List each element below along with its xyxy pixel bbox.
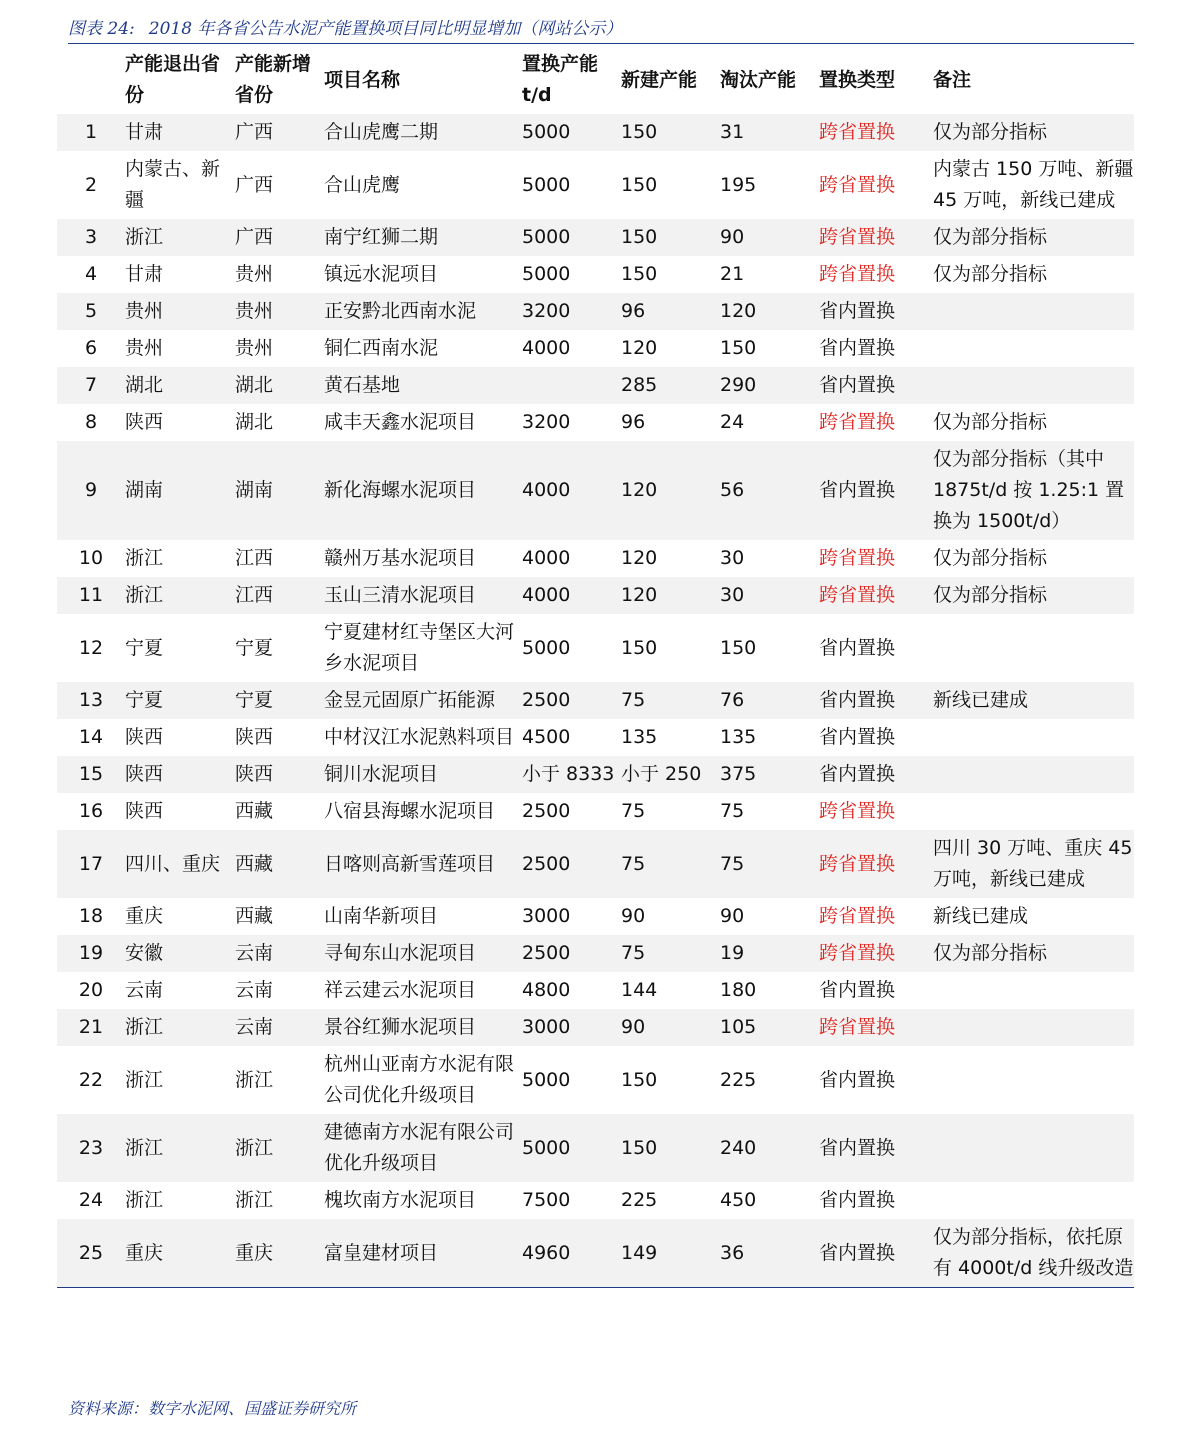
- row-number-cell: 23: [57, 1114, 125, 1182]
- table-body: [57, 114, 1134, 1288]
- swap-capacity-cell: 5000: [522, 614, 621, 682]
- table-row: [57, 367, 1134, 404]
- note-cell: [933, 293, 1134, 330]
- exit-province-cell: 贵州: [125, 330, 235, 367]
- new-province-cell: 广西: [235, 114, 324, 151]
- new-province-cell: 陕西: [235, 756, 324, 793]
- project-name-cell: 宁夏建材红寺堡区大河乡水泥项目: [324, 614, 522, 682]
- row-number-cell: 7: [57, 367, 125, 404]
- retired-capacity-cell: 180: [720, 972, 819, 1009]
- project-name-cell: 铜川水泥项目: [324, 756, 522, 793]
- retired-capacity-cell: 150: [720, 614, 819, 682]
- project-name-cell: 合山虎鹰: [324, 151, 522, 219]
- exit-province-cell: 陕西: [125, 793, 235, 830]
- new-province-cell: 宁夏: [235, 614, 324, 682]
- note-cell: [933, 367, 1134, 404]
- note-cell: 仅为部分指标: [933, 935, 1134, 972]
- swap-capacity-cell: 3200: [522, 293, 621, 330]
- project-name-cell: 景谷红狮水泥项目: [324, 1009, 522, 1046]
- note-cell: 仅为部分指标（其中 1875t/d 按 1.25:1 置换为 1500t/d）: [933, 441, 1134, 540]
- project-name-cell: 富皇建材项目: [324, 1219, 522, 1288]
- swap-capacity-cell: 4500: [522, 719, 621, 756]
- swap-capacity-cell: 4960: [522, 1219, 621, 1288]
- new-capacity-cell: 150: [621, 256, 720, 293]
- retired-capacity-cell: 240: [720, 1114, 819, 1182]
- new-province-cell: 江西: [235, 577, 324, 614]
- new-province-cell: 陕西: [235, 719, 324, 756]
- project-name-cell: 八宿县海螺水泥项目: [324, 793, 522, 830]
- table-row: [57, 719, 1134, 756]
- new-capacity-cell: 225: [621, 1182, 720, 1219]
- retired-capacity-cell: 150: [720, 330, 819, 367]
- header-new-province: 产能新增省份: [235, 53, 312, 106]
- table-row: [57, 151, 1134, 219]
- swap-type-cell: 省内置换: [819, 1046, 933, 1114]
- swap-capacity-cell: 4000: [522, 441, 621, 540]
- note-cell: [933, 793, 1134, 830]
- swap-capacity-cell: 2500: [522, 793, 621, 830]
- project-name-cell: 玉山三清水泥项目: [324, 577, 522, 614]
- new-capacity-cell: 90: [621, 1009, 720, 1046]
- retired-capacity-cell: 24: [720, 404, 819, 441]
- exit-province-cell: 甘肃: [125, 256, 235, 293]
- table-row: [57, 330, 1134, 367]
- figure-caption: [68, 14, 1134, 44]
- note-cell: 仅为部分指标，依托原有 4000t/d 线升级改造: [933, 1219, 1134, 1288]
- new-capacity-cell: 90: [621, 898, 720, 935]
- project-name-cell: 新化海螺水泥项目: [324, 441, 522, 540]
- swap-type-cell: 省内置换: [819, 1114, 933, 1182]
- header-exit-province: 产能退出省份: [125, 53, 221, 106]
- header-retired-capacity: 淘汰产能: [720, 68, 797, 91]
- new-province-cell: 西藏: [235, 830, 324, 898]
- retired-capacity-cell: 75: [720, 830, 819, 898]
- retired-capacity-cell: 76: [720, 682, 819, 719]
- project-name-cell: 铜仁西南水泥: [324, 330, 522, 367]
- row-number-cell: 25: [57, 1219, 125, 1288]
- swap-type-cell: 跨省置换: [819, 935, 933, 972]
- retired-capacity-cell: 290: [720, 367, 819, 404]
- header-swap-type: 置换类型: [819, 68, 896, 91]
- table-row: [57, 577, 1134, 614]
- swap-type-cell: 省内置换: [819, 367, 933, 404]
- swap-capacity-cell: 5000: [522, 114, 621, 151]
- table-row: [57, 114, 1134, 151]
- table-row: [57, 404, 1134, 441]
- row-number-cell: 10: [57, 540, 125, 577]
- exit-province-cell: 内蒙古、新疆: [125, 151, 235, 219]
- swap-type-cell: 跨省置换: [819, 793, 933, 830]
- new-capacity-cell: 150: [621, 151, 720, 219]
- caption-label: 图表 24:: [68, 19, 135, 39]
- table-row: [57, 256, 1134, 293]
- row-number-cell: 16: [57, 793, 125, 830]
- header-swap-capacity: 置换产能 t/d: [522, 53, 599, 106]
- retired-capacity-cell: 36: [720, 1219, 819, 1288]
- row-number-cell: 13: [57, 682, 125, 719]
- swap-capacity-cell: [522, 367, 621, 404]
- exit-province-cell: 浙江: [125, 1114, 235, 1182]
- new-province-cell: 云南: [235, 972, 324, 1009]
- new-capacity-cell: 75: [621, 830, 720, 898]
- swap-type-cell: 省内置换: [819, 756, 933, 793]
- swap-type-cell: 跨省置换: [819, 256, 933, 293]
- project-name-cell: 山南华新项目: [324, 898, 522, 935]
- row-number-cell: 19: [57, 935, 125, 972]
- project-name-cell: 南宁红狮二期: [324, 219, 522, 256]
- new-province-cell: 湖北: [235, 404, 324, 441]
- retired-capacity-cell: 30: [720, 540, 819, 577]
- new-capacity-cell: 96: [621, 404, 720, 441]
- swap-type-cell: 跨省置换: [819, 898, 933, 935]
- new-capacity-cell: 150: [621, 1114, 720, 1182]
- retired-capacity-cell: 30: [720, 577, 819, 614]
- project-name-cell: 正安黔北西南水泥: [324, 293, 522, 330]
- exit-province-cell: 贵州: [125, 293, 235, 330]
- swap-capacity-cell: 4000: [522, 540, 621, 577]
- exit-province-cell: 安徽: [125, 935, 235, 972]
- row-number-cell: 14: [57, 719, 125, 756]
- note-cell: [933, 756, 1134, 793]
- project-name-cell: 日喀则高新雪莲项目: [324, 830, 522, 898]
- new-province-cell: 湖北: [235, 367, 324, 404]
- new-capacity-cell: 75: [621, 935, 720, 972]
- row-number-cell: 17: [57, 830, 125, 898]
- project-name-cell: 金昱元固原广拓能源: [324, 682, 522, 719]
- swap-type-cell: 省内置换: [819, 972, 933, 1009]
- exit-province-cell: 陕西: [125, 756, 235, 793]
- retired-capacity-cell: 56: [720, 441, 819, 540]
- swap-capacity-cell: 2500: [522, 830, 621, 898]
- swap-type-cell: 跨省置换: [819, 219, 933, 256]
- note-cell: 仅为部分指标: [933, 256, 1134, 293]
- retired-capacity-cell: 21: [720, 256, 819, 293]
- note-cell: 四川 30 万吨、重庆 45 万吨，新线已建成: [933, 830, 1134, 898]
- table-row: [57, 1009, 1134, 1046]
- project-name-cell: 杭州山亚南方水泥有限公司优化升级项目: [324, 1046, 522, 1114]
- row-number-cell: 12: [57, 614, 125, 682]
- table-header-row: [57, 46, 1134, 114]
- project-name-cell: 镇远水泥项目: [324, 256, 522, 293]
- project-name-cell: 咸丰天鑫水泥项目: [324, 404, 522, 441]
- retired-capacity-cell: 135: [720, 719, 819, 756]
- project-name-cell: 黄石基地: [324, 367, 522, 404]
- swap-type-cell: 省内置换: [819, 719, 933, 756]
- note-cell: [933, 614, 1134, 682]
- swap-capacity-cell: 3000: [522, 898, 621, 935]
- note-cell: 新线已建成: [933, 898, 1134, 935]
- swap-type-cell: 省内置换: [819, 330, 933, 367]
- exit-province-cell: 浙江: [125, 219, 235, 256]
- retired-capacity-cell: 19: [720, 935, 819, 972]
- note-cell: [933, 719, 1134, 756]
- swap-type-cell: 跨省置换: [819, 404, 933, 441]
- project-name-cell: 寻甸东山水泥项目: [324, 935, 522, 972]
- capacity-swap-table: [57, 46, 1134, 1288]
- row-number-cell: 6: [57, 330, 125, 367]
- new-province-cell: 湖南: [235, 441, 324, 540]
- new-province-cell: 浙江: [235, 1182, 324, 1219]
- swap-type-cell: 省内置换: [819, 1182, 933, 1219]
- table-row: [57, 540, 1134, 577]
- note-cell: [933, 1114, 1134, 1182]
- exit-province-cell: 陕西: [125, 719, 235, 756]
- row-number-cell: 22: [57, 1046, 125, 1114]
- retired-capacity-cell: 120: [720, 293, 819, 330]
- new-capacity-cell: 150: [621, 1046, 720, 1114]
- new-province-cell: 浙江: [235, 1046, 324, 1114]
- caption-title: 2018 年各省公告水泥产能置换项目同比明显增加（网站公示）: [148, 19, 623, 39]
- swap-capacity-cell: 5000: [522, 256, 621, 293]
- exit-province-cell: 湖南: [125, 441, 235, 540]
- new-province-cell: 浙江: [235, 1114, 324, 1182]
- row-number-cell: 1: [57, 114, 125, 151]
- new-province-cell: 西藏: [235, 793, 324, 830]
- retired-capacity-cell: 31: [720, 114, 819, 151]
- new-capacity-cell: 120: [621, 330, 720, 367]
- new-province-cell: 广西: [235, 151, 324, 219]
- exit-province-cell: 云南: [125, 972, 235, 1009]
- table-row: [57, 1182, 1134, 1219]
- row-number-cell: 5: [57, 293, 125, 330]
- swap-capacity-cell: 5000: [522, 151, 621, 219]
- new-province-cell: 重庆: [235, 1219, 324, 1288]
- exit-province-cell: 浙江: [125, 1182, 235, 1219]
- swap-capacity-cell: 4800: [522, 972, 621, 1009]
- new-province-cell: 广西: [235, 219, 324, 256]
- new-capacity-cell: 120: [621, 577, 720, 614]
- new-province-cell: 贵州: [235, 330, 324, 367]
- exit-province-cell: 甘肃: [125, 114, 235, 151]
- exit-province-cell: 湖北: [125, 367, 235, 404]
- note-cell: 内蒙古 150 万吨、新疆 45 万吨，新线已建成: [933, 151, 1134, 219]
- swap-capacity-cell: 5000: [522, 1114, 621, 1182]
- note-cell: 新线已建成: [933, 682, 1134, 719]
- retired-capacity-cell: 90: [720, 219, 819, 256]
- table-row: [57, 293, 1134, 330]
- swap-type-cell: 跨省置换: [819, 830, 933, 898]
- retired-capacity-cell: 75: [720, 793, 819, 830]
- row-number-cell: 11: [57, 577, 125, 614]
- project-name-cell: 赣州万基水泥项目: [324, 540, 522, 577]
- new-capacity-cell: 75: [621, 682, 720, 719]
- new-province-cell: 宁夏: [235, 682, 324, 719]
- row-number-cell: 4: [57, 256, 125, 293]
- row-number-cell: 18: [57, 898, 125, 935]
- note-cell: 仅为部分指标: [933, 114, 1134, 151]
- table-row: [57, 1114, 1134, 1182]
- project-name-cell: 合山虎鹰二期: [324, 114, 522, 151]
- new-capacity-cell: 120: [621, 540, 720, 577]
- swap-capacity-cell: 4000: [522, 330, 621, 367]
- row-number-cell: 2: [57, 151, 125, 219]
- swap-capacity-cell: 3200: [522, 404, 621, 441]
- swap-capacity-cell: 4000: [522, 577, 621, 614]
- retired-capacity-cell: 195: [720, 151, 819, 219]
- swap-type-cell: 跨省置换: [819, 577, 933, 614]
- row-number-cell: 15: [57, 756, 125, 793]
- new-province-cell: 贵州: [235, 256, 324, 293]
- swap-type-cell: 省内置换: [819, 614, 933, 682]
- exit-province-cell: 陕西: [125, 404, 235, 441]
- table-row: [57, 830, 1134, 898]
- exit-province-cell: 浙江: [125, 577, 235, 614]
- note-cell: 仅为部分指标: [933, 577, 1134, 614]
- project-name-cell: 中材汉江水泥熟料项目: [324, 719, 522, 756]
- exit-province-cell: 宁夏: [125, 614, 235, 682]
- retired-capacity-cell: 90: [720, 898, 819, 935]
- retired-capacity-cell: 225: [720, 1046, 819, 1114]
- table-row: [57, 972, 1134, 1009]
- header-new-capacity: 新建产能: [621, 68, 698, 91]
- header-no: [57, 46, 125, 114]
- table-row: [57, 441, 1134, 540]
- table-row: [57, 219, 1134, 256]
- exit-province-cell: 重庆: [125, 1219, 235, 1288]
- swap-type-cell: 省内置换: [819, 1219, 933, 1288]
- table-row: [57, 1219, 1134, 1288]
- note-cell: [933, 1046, 1134, 1114]
- new-capacity-cell: 150: [621, 114, 720, 151]
- exit-province-cell: 重庆: [125, 898, 235, 935]
- exit-province-cell: 浙江: [125, 1046, 235, 1114]
- swap-type-cell: 跨省置换: [819, 1009, 933, 1046]
- swap-type-cell: 跨省置换: [819, 151, 933, 219]
- new-province-cell: 西藏: [235, 898, 324, 935]
- table-row: [57, 682, 1134, 719]
- row-number-cell: 9: [57, 441, 125, 540]
- table-row: [57, 898, 1134, 935]
- note-cell: 仅为部分指标: [933, 404, 1134, 441]
- table-row: [57, 756, 1134, 793]
- header-note: 备注: [933, 68, 972, 91]
- new-capacity-cell: 小于 250: [621, 756, 720, 793]
- exit-province-cell: 四川、重庆: [125, 830, 235, 898]
- swap-capacity-cell: 2500: [522, 935, 621, 972]
- exit-province-cell: 浙江: [125, 540, 235, 577]
- new-province-cell: 云南: [235, 1009, 324, 1046]
- row-number-cell: 20: [57, 972, 125, 1009]
- note-cell: 仅为部分指标: [933, 540, 1134, 577]
- swap-type-cell: 省内置换: [819, 682, 933, 719]
- swap-type-cell: 省内置换: [819, 293, 933, 330]
- swap-capacity-cell: 7500: [522, 1182, 621, 1219]
- new-capacity-cell: 285: [621, 367, 720, 404]
- source-note: 资料来源：数字水泥网、国盛证券研究所: [68, 1399, 357, 1418]
- exit-province-cell: 浙江: [125, 1009, 235, 1046]
- table-row: [57, 793, 1134, 830]
- new-province-cell: 贵州: [235, 293, 324, 330]
- table-row: [57, 1046, 1134, 1114]
- swap-type-cell: 省内置换: [819, 441, 933, 540]
- row-number-cell: 21: [57, 1009, 125, 1046]
- retired-capacity-cell: 375: [720, 756, 819, 793]
- new-capacity-cell: 150: [621, 219, 720, 256]
- project-name-cell: 祥云建云水泥项目: [324, 972, 522, 1009]
- swap-type-cell: 跨省置换: [819, 114, 933, 151]
- header-project-name: 项目名称: [324, 68, 401, 91]
- row-number-cell: 3: [57, 219, 125, 256]
- table-row: [57, 614, 1134, 682]
- note-cell: 仅为部分指标: [933, 219, 1134, 256]
- new-capacity-cell: 120: [621, 441, 720, 540]
- swap-capacity-cell: 3000: [522, 1009, 621, 1046]
- new-capacity-cell: 149: [621, 1219, 720, 1288]
- new-capacity-cell: 135: [621, 719, 720, 756]
- new-province-cell: 江西: [235, 540, 324, 577]
- table-row: [57, 935, 1134, 972]
- note-cell: [933, 1009, 1134, 1046]
- new-capacity-cell: 96: [621, 293, 720, 330]
- new-capacity-cell: 150: [621, 614, 720, 682]
- swap-capacity-cell: 2500: [522, 682, 621, 719]
- project-name-cell: 建德南方水泥有限公司优化升级项目: [324, 1114, 522, 1182]
- row-number-cell: 8: [57, 404, 125, 441]
- new-capacity-cell: 144: [621, 972, 720, 1009]
- swap-type-cell: 跨省置换: [819, 540, 933, 577]
- swap-capacity-cell: 小于 8333: [522, 756, 621, 793]
- note-cell: [933, 972, 1134, 1009]
- swap-capacity-cell: 5000: [522, 1046, 621, 1114]
- exit-province-cell: 宁夏: [125, 682, 235, 719]
- note-cell: [933, 1182, 1134, 1219]
- note-cell: [933, 330, 1134, 367]
- retired-capacity-cell: 450: [720, 1182, 819, 1219]
- swap-capacity-cell: 5000: [522, 219, 621, 256]
- new-capacity-cell: 75: [621, 793, 720, 830]
- row-number-cell: 24: [57, 1182, 125, 1219]
- project-name-cell: 槐坎南方水泥项目: [324, 1182, 522, 1219]
- retired-capacity-cell: 105: [720, 1009, 819, 1046]
- new-province-cell: 云南: [235, 935, 324, 972]
